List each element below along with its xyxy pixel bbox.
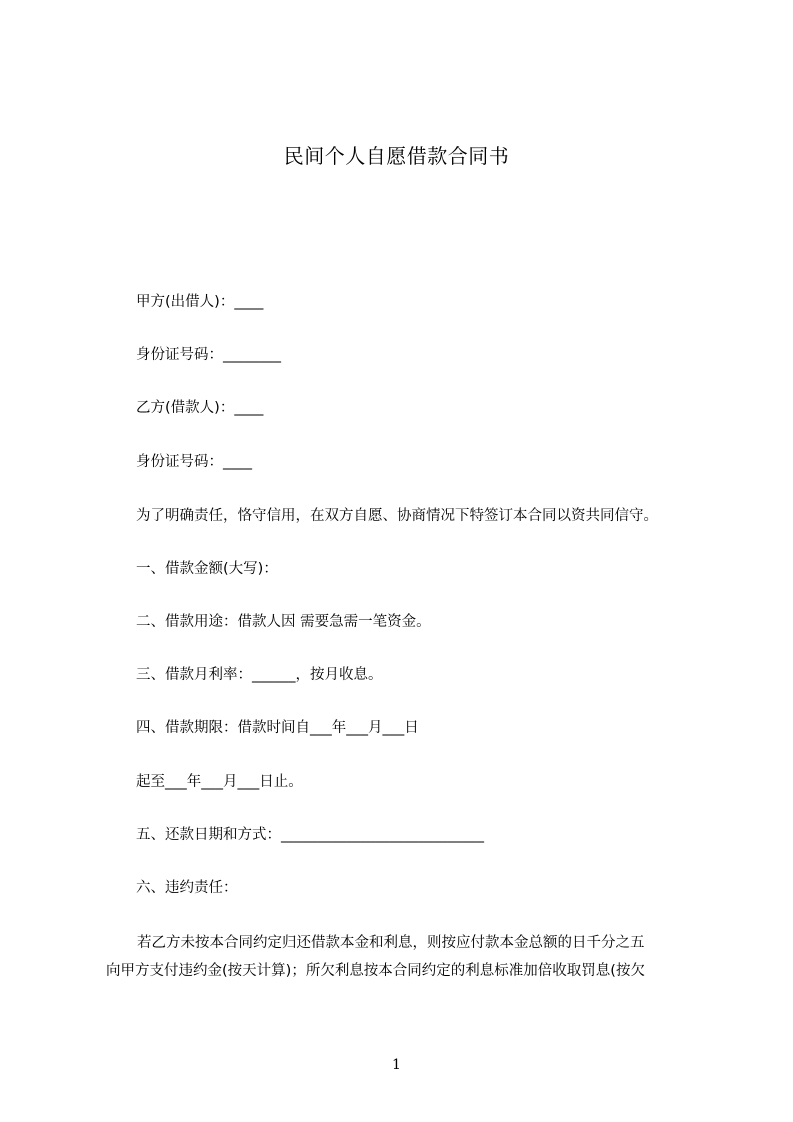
intro-paragraph: 为了明确责任，恪守信用，在双方自愿、协商情况下特签订本合同以资共同信守。 bbox=[136, 508, 658, 524]
penalty-line-1: 若乙方未按本合同约定归还借款本金和利息，则按应付款本金总额的日千分之五 bbox=[137, 935, 645, 951]
lender-field: 甲方(出借人)：____ bbox=[136, 294, 264, 310]
clause-interest-rate: 三、借款月利率：______，按月收息。 bbox=[136, 667, 383, 683]
lender-id-field: 身份证号码：________ bbox=[136, 347, 281, 363]
page-number: 1 bbox=[392, 1057, 401, 1073]
document-title: 民间个人自愿借款合同书 bbox=[283, 144, 510, 168]
borrower-id-field: 身份证号码：____ bbox=[136, 454, 252, 470]
clause-amount: 一、借款金额(大写)： bbox=[136, 561, 278, 577]
borrower-field: 乙方(借款人)：____ bbox=[136, 400, 264, 416]
clause-liability-heading: 六、违约责任： bbox=[136, 880, 238, 896]
clause-repayment: 五、还款日期和方式：____________________________ bbox=[136, 827, 484, 843]
clause-term-end: 起至___年___月___日止。 bbox=[136, 774, 303, 790]
clause-term-start: 四、借款期限：借款时间自___年___月___日 bbox=[136, 720, 419, 736]
clause-purpose: 二、借款用途：借款人因 需要急需一笔资金。 bbox=[136, 614, 431, 630]
penalty-line-2: 向甲方支付违约金(按天计算)；所欠利息按本合同约定的利息标准加倍收取罚息(按欠 bbox=[106, 963, 645, 979]
